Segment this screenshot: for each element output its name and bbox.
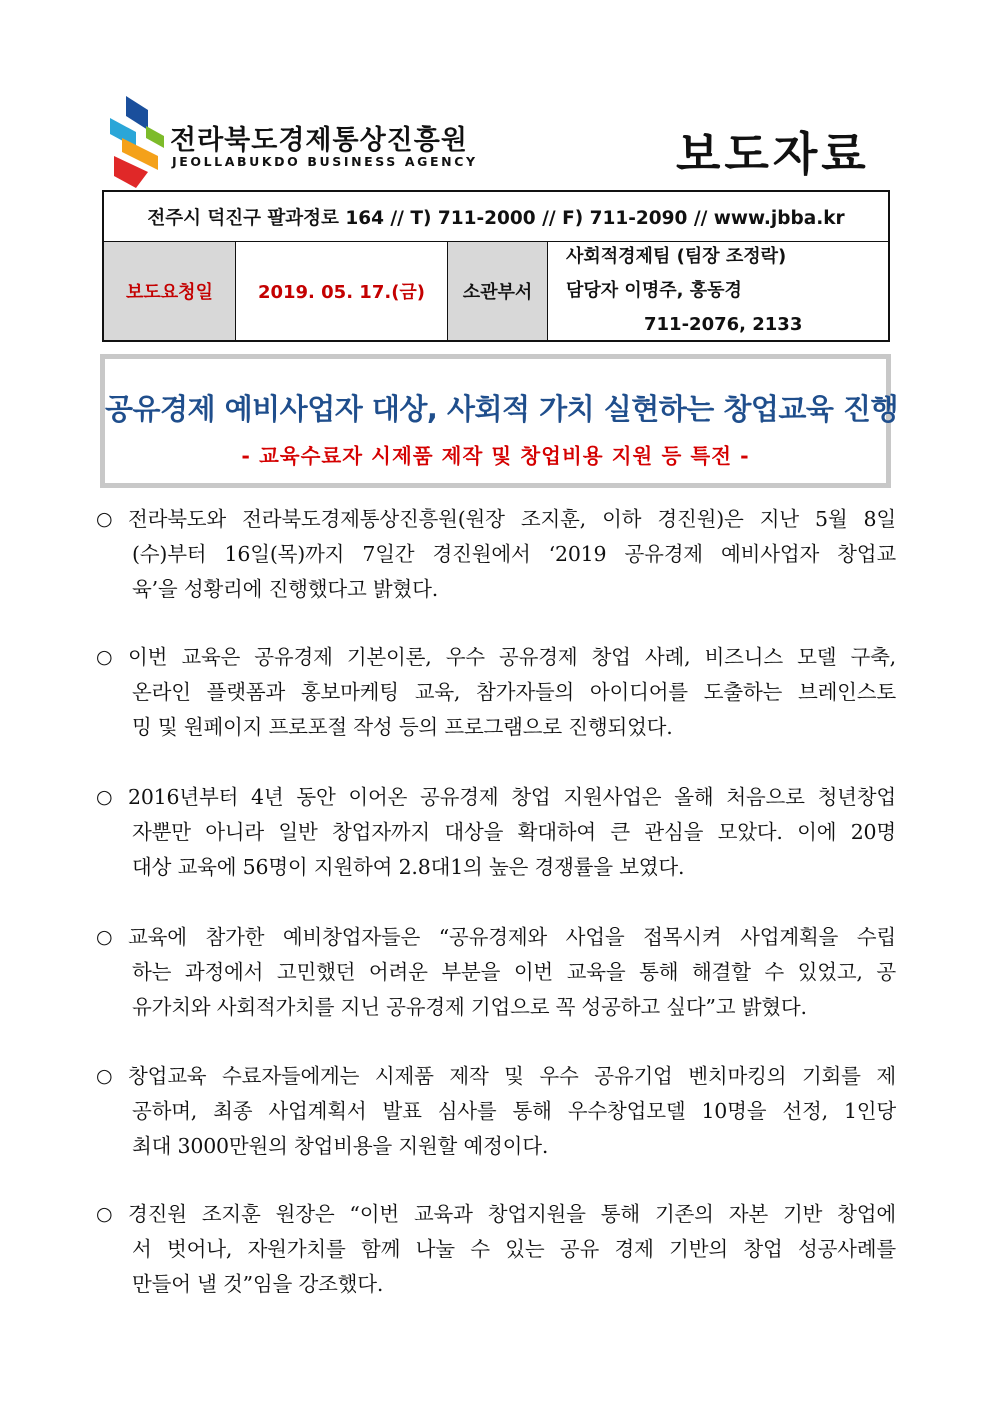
paragraph-1	[96, 502, 896, 607]
paragraph-line: 대상 교육에 56명이 지원하여 2.8대1의 높은 경쟁률을 보였다.	[132, 855, 685, 879]
paragraph-6	[96, 1197, 896, 1302]
bullet-circle: ○	[96, 926, 113, 948]
department-phone: 711-2076, 2133	[644, 314, 803, 335]
paragraph-line: (수)부터 16일(목)까지 7일간 경진원에서 ‘2019 공유경제 예비사업자 창업교	[132, 542, 896, 566]
department-contact: 담당자 이명주, 홍동경	[566, 280, 742, 301]
org-name-english: JEOLLABUKDO BUSINESS AGENCY	[172, 154, 478, 169]
paragraph-line: 서 벗어나, 자원가치를 함께 나눌 수 있는 공유 경제 기반의 창업 성공사례를	[132, 1237, 896, 1261]
paragraph-line: 하는 과정에서 고민했던 어려운 부분을 이번 교육을 통해 해결할 수 있었고, 공	[132, 960, 896, 984]
org-name: 전라북도경제통상진흥원	[170, 125, 468, 156]
bullet-circle: ○	[96, 646, 113, 668]
paragraph-line: 유가치와 사회적가치를 지닌 공유경제 기업으로 꼭 성공하고 싶다”고 밝혔다.	[132, 995, 807, 1019]
paragraph-line: 만들어 낼 것”임을 강조했다.	[132, 1272, 384, 1296]
paragraph-line: 온라인 플랫폼과 홍보마케팅 교육, 참가자들의 아이디어를 도출하는 브레인스토	[132, 680, 896, 704]
paragraph-4	[96, 920, 896, 1025]
department-info	[548, 242, 888, 340]
headline-box	[100, 354, 899, 488]
paragraph-3	[96, 780, 896, 885]
department-label: 소관부서	[448, 242, 548, 340]
paragraph-line: 자뿐만 아니라 일반 창업자까지 대상을 확대하여 큰 관심을 모았다. 이에 20명	[132, 820, 896, 844]
paragraph-5	[96, 1059, 896, 1164]
paragraph-line: 공하며, 최종 사업계획서 발표 심사를 통해 우수창업모델 10명을 선정, 1인당	[132, 1099, 896, 1123]
paragraph-line: 이번 교육은 공유경제 기본이론, 우수 공유경제 창업 사례, 비즈니스 모델 구축,	[128, 645, 896, 669]
paragraph-line: 창업교육 수료자들에게는 시제품 제작 및 우수 공유기업 벤치마킹의 기회를 제	[128, 1064, 896, 1088]
paragraph-2	[96, 640, 896, 745]
paragraph-line: 경진원 조지훈 원장은 “이번 교육과 창업지원을 통해 기존의 자본 기반 창업에	[128, 1202, 896, 1226]
headline-title: 공유경제 예비사업자 대상, 사회적 가치 실현하는 창업교육 진행	[105, 392, 899, 426]
release-date: 2019. 05. 17.(금)	[236, 242, 448, 340]
bullet-circle: ○	[96, 508, 113, 530]
bullet-circle: ○	[96, 786, 113, 808]
document-type-title: 보도자료	[676, 127, 870, 181]
headline-subtitle: - 교육수료자 시제품 제작 및 창업비용 지원 등 특전 -	[241, 444, 750, 468]
paragraph-line: 전라북도와 전라북도경제통상진흥원(원장 조지훈, 이하 경진원)은 지난 5월 8일	[128, 507, 896, 531]
press-info-table	[102, 190, 890, 342]
bullet-circle: ○	[96, 1203, 113, 1225]
paragraph-line: 2016년부터 4년 동안 이어온 공유경제 창업 지원사업은 올해 처음으로 청년창업	[128, 785, 896, 809]
paragraph-line: 밍 및 원페이지 프로포절 작성 등의 프로그램으로 진행되었다.	[132, 715, 673, 739]
release-date-label: 보도요청일	[104, 242, 236, 340]
agency-logo	[108, 96, 168, 188]
department-team: 사회적경제팀 (팀장 조정락)	[566, 246, 787, 267]
contact-line: 전주시 덕진구 팔과정로 164 // T) 711-2000 // F) 711-2090 // www.jbba.kr	[104, 192, 888, 242]
paragraph-line: 육’을 성황리에 진행했다고 밝혔다.	[132, 577, 439, 601]
paragraph-line: 교육에 참가한 예비창업자들은 “공유경제와 사업을 접목시켜 사업계획을 수립	[128, 925, 896, 949]
bullet-circle: ○	[96, 1065, 113, 1087]
paragraph-line: 최대 3000만원의 창업비용을 지원할 예정이다.	[132, 1134, 549, 1158]
